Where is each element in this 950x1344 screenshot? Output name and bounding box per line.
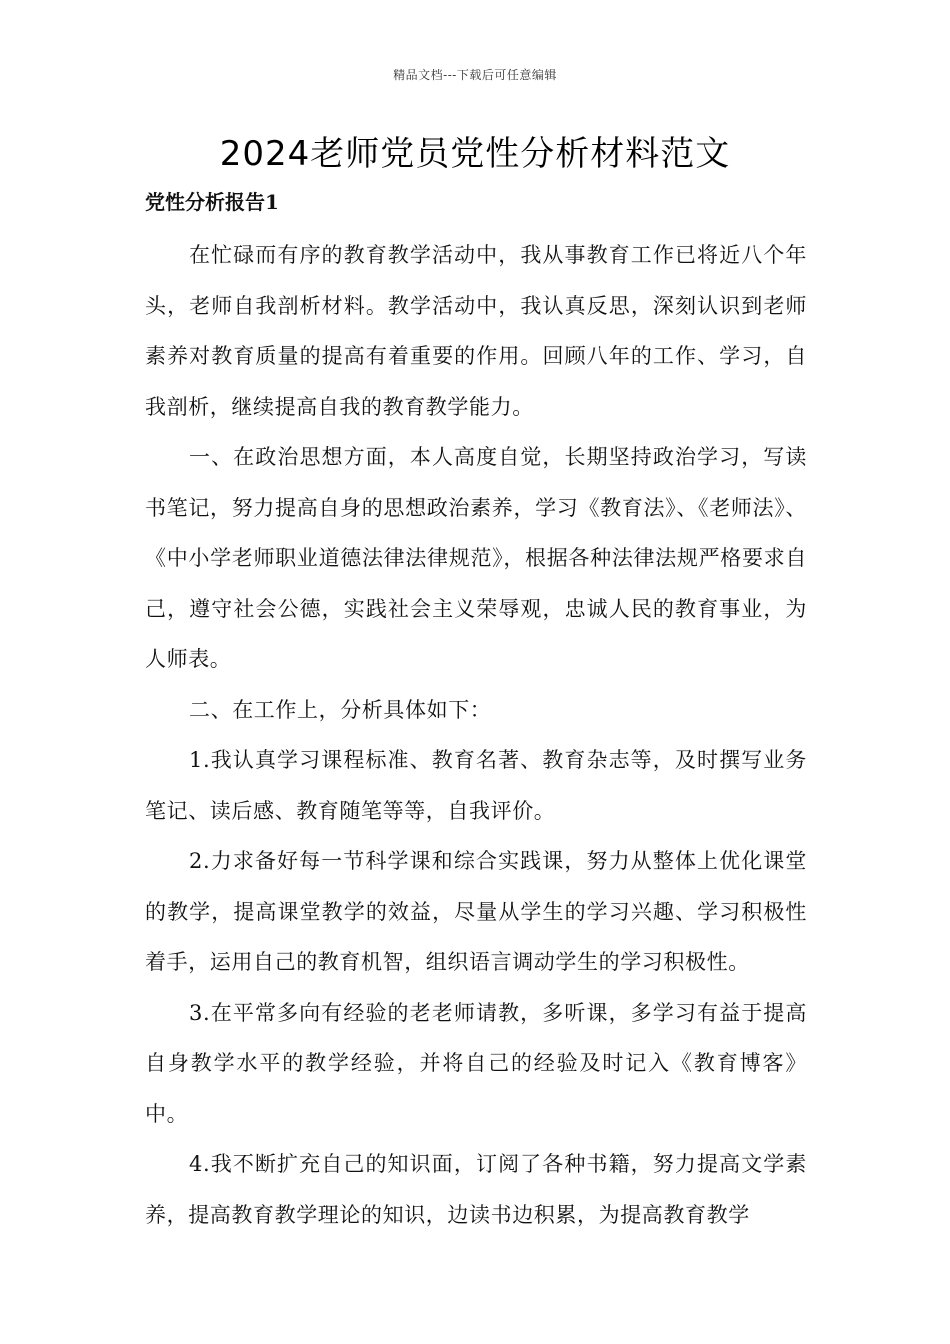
paragraph-item-1: 1.我认真学习课程标准、教育名著、教育杂志等，及时撰写业务笔记、读后感、教育随笔等等，自我评价。	[145, 748, 807, 823]
paragraph-item-3: 3.在平常多向有经验的老老师请教，多听课，多学习有益于提高自身教学水平的教学经验，并将自己的经验及时记入《教育博客》中。	[145, 1000, 807, 1126]
document-body	[145, 230, 807, 1240]
document-title: 2024老师党员党性分析材料范文	[219, 134, 731, 174]
section-heading: 党性分析报告1	[145, 190, 279, 214]
paragraph-intro: 在忙碌而有序的教育教学活动中，我从事教育工作已将近八个年头，老师自我剖析材料。教学活动中，我认真反思，深刻认识到老师素养对教育质量的提高有着重要的作用。回顾八年的工作、学习，自我剖析，继续提高自我的教育教学能力。	[145, 243, 807, 419]
paragraph-item-2: 2.力求备好每一节科学课和综合实践课，努力从整体上优化课堂的教学，提高课堂教学的效益，尽量从学生的学习兴趣、学习积极性着手，运用自己的教育机智，组织语言调动学生的学习积极性。	[145, 849, 807, 974]
header-note: 精品文档---下载后可任意编辑	[393, 68, 557, 82]
paragraph-political-thought: 一、在政治思想方面，本人高度自觉，长期坚持政治学习，写读书笔记，努力提高自身的思想政治素养，学习《教育法》、《老师法》、《中小学老师职业道德法律法律规范》，根据各种法律法规严格要求自己，遵守社会公德，实践社会主义荣辱观，忠诚人民的教育事业，为人师表。	[145, 445, 807, 671]
paragraph-item-4: 4.我不断扩充自己的知识面，订阅了各种书籍，努力提高文学素养，提高教育教学理论的知识，边读书边积累，为提高教育教学	[145, 1152, 807, 1227]
paragraph-work-heading: 二、在工作上，分析具体如下：	[189, 697, 492, 722]
